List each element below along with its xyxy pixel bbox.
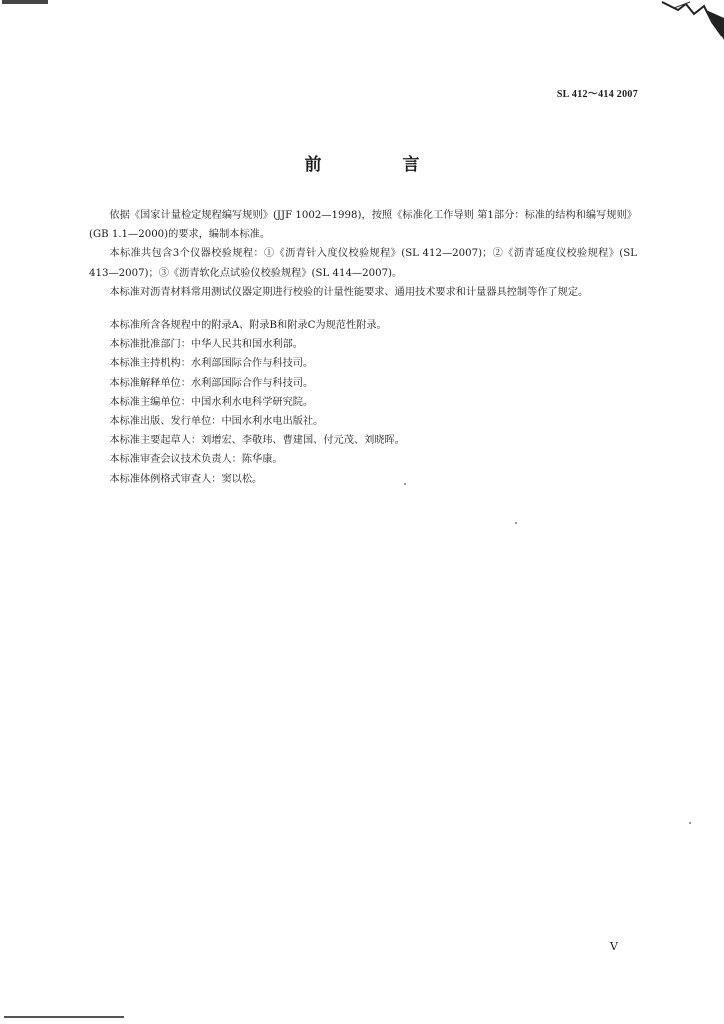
info-line: 本标准主编单位：中国水利水电科学研究院。 (109, 396, 314, 408)
page-title: 前 言 (304, 155, 452, 175)
paragraph: 本标准共包含3个仪器校验规程：①《沥青针入度仪校验规程》(SL 412—2007)；②《沥青延度仪校验规程》(SL 413—2007)；③《沥青软化点试验仪校验规程》(SL 414—2007)。 (89, 248, 637, 279)
info-line: 本标准出版、发行单位：中国水利水电出版社。 (109, 416, 324, 428)
foreword-body (89, 206, 637, 489)
info-line: 本标准主持机构：水利部国际合作与科技司。 (109, 358, 314, 370)
info-line: 本标准主要起草人：刘增宏、李敬玮、曹建国、付元茂、刘晓晖。 (109, 435, 405, 447)
info-line: 本标准体例格式审查人：窦以松。 (109, 473, 263, 485)
info-line: 本标准所含各规程中的附录A、附录B和附录C为规范性附录。 (109, 320, 387, 332)
scan-artifact-corner (634, 0, 724, 40)
scan-artifact-top-left (2, 0, 48, 4)
page-number: Ⅴ (610, 941, 618, 953)
info-line: 本标准批准部门：中华人民共和国水利部。 (109, 339, 303, 351)
scan-artifact-bottom (4, 1016, 124, 1018)
info-line: 本标准审查会议技术负责人：陈华康。 (109, 454, 283, 466)
standard-code: SL 412～414 2007 (556, 89, 638, 100)
info-line: 本标准解释单位：水利部国际合作与科技司。 (109, 377, 314, 389)
scan-speck (689, 822, 691, 824)
paragraph: 本标准对沥青材料常用测试仪器定期进行校验的计量性能要求、通用技术要求和计量器具控制等作了规定。 (109, 286, 589, 298)
paragraph: 依据《国家计量检定规程编写规则》(JJF 1002—1998)，按照《标准化工作导则 第1部分：标准的结构和编写规则》(GB 1.1—2000)的要求，编制本标准。 (89, 210, 637, 241)
scan-speck (515, 522, 517, 524)
